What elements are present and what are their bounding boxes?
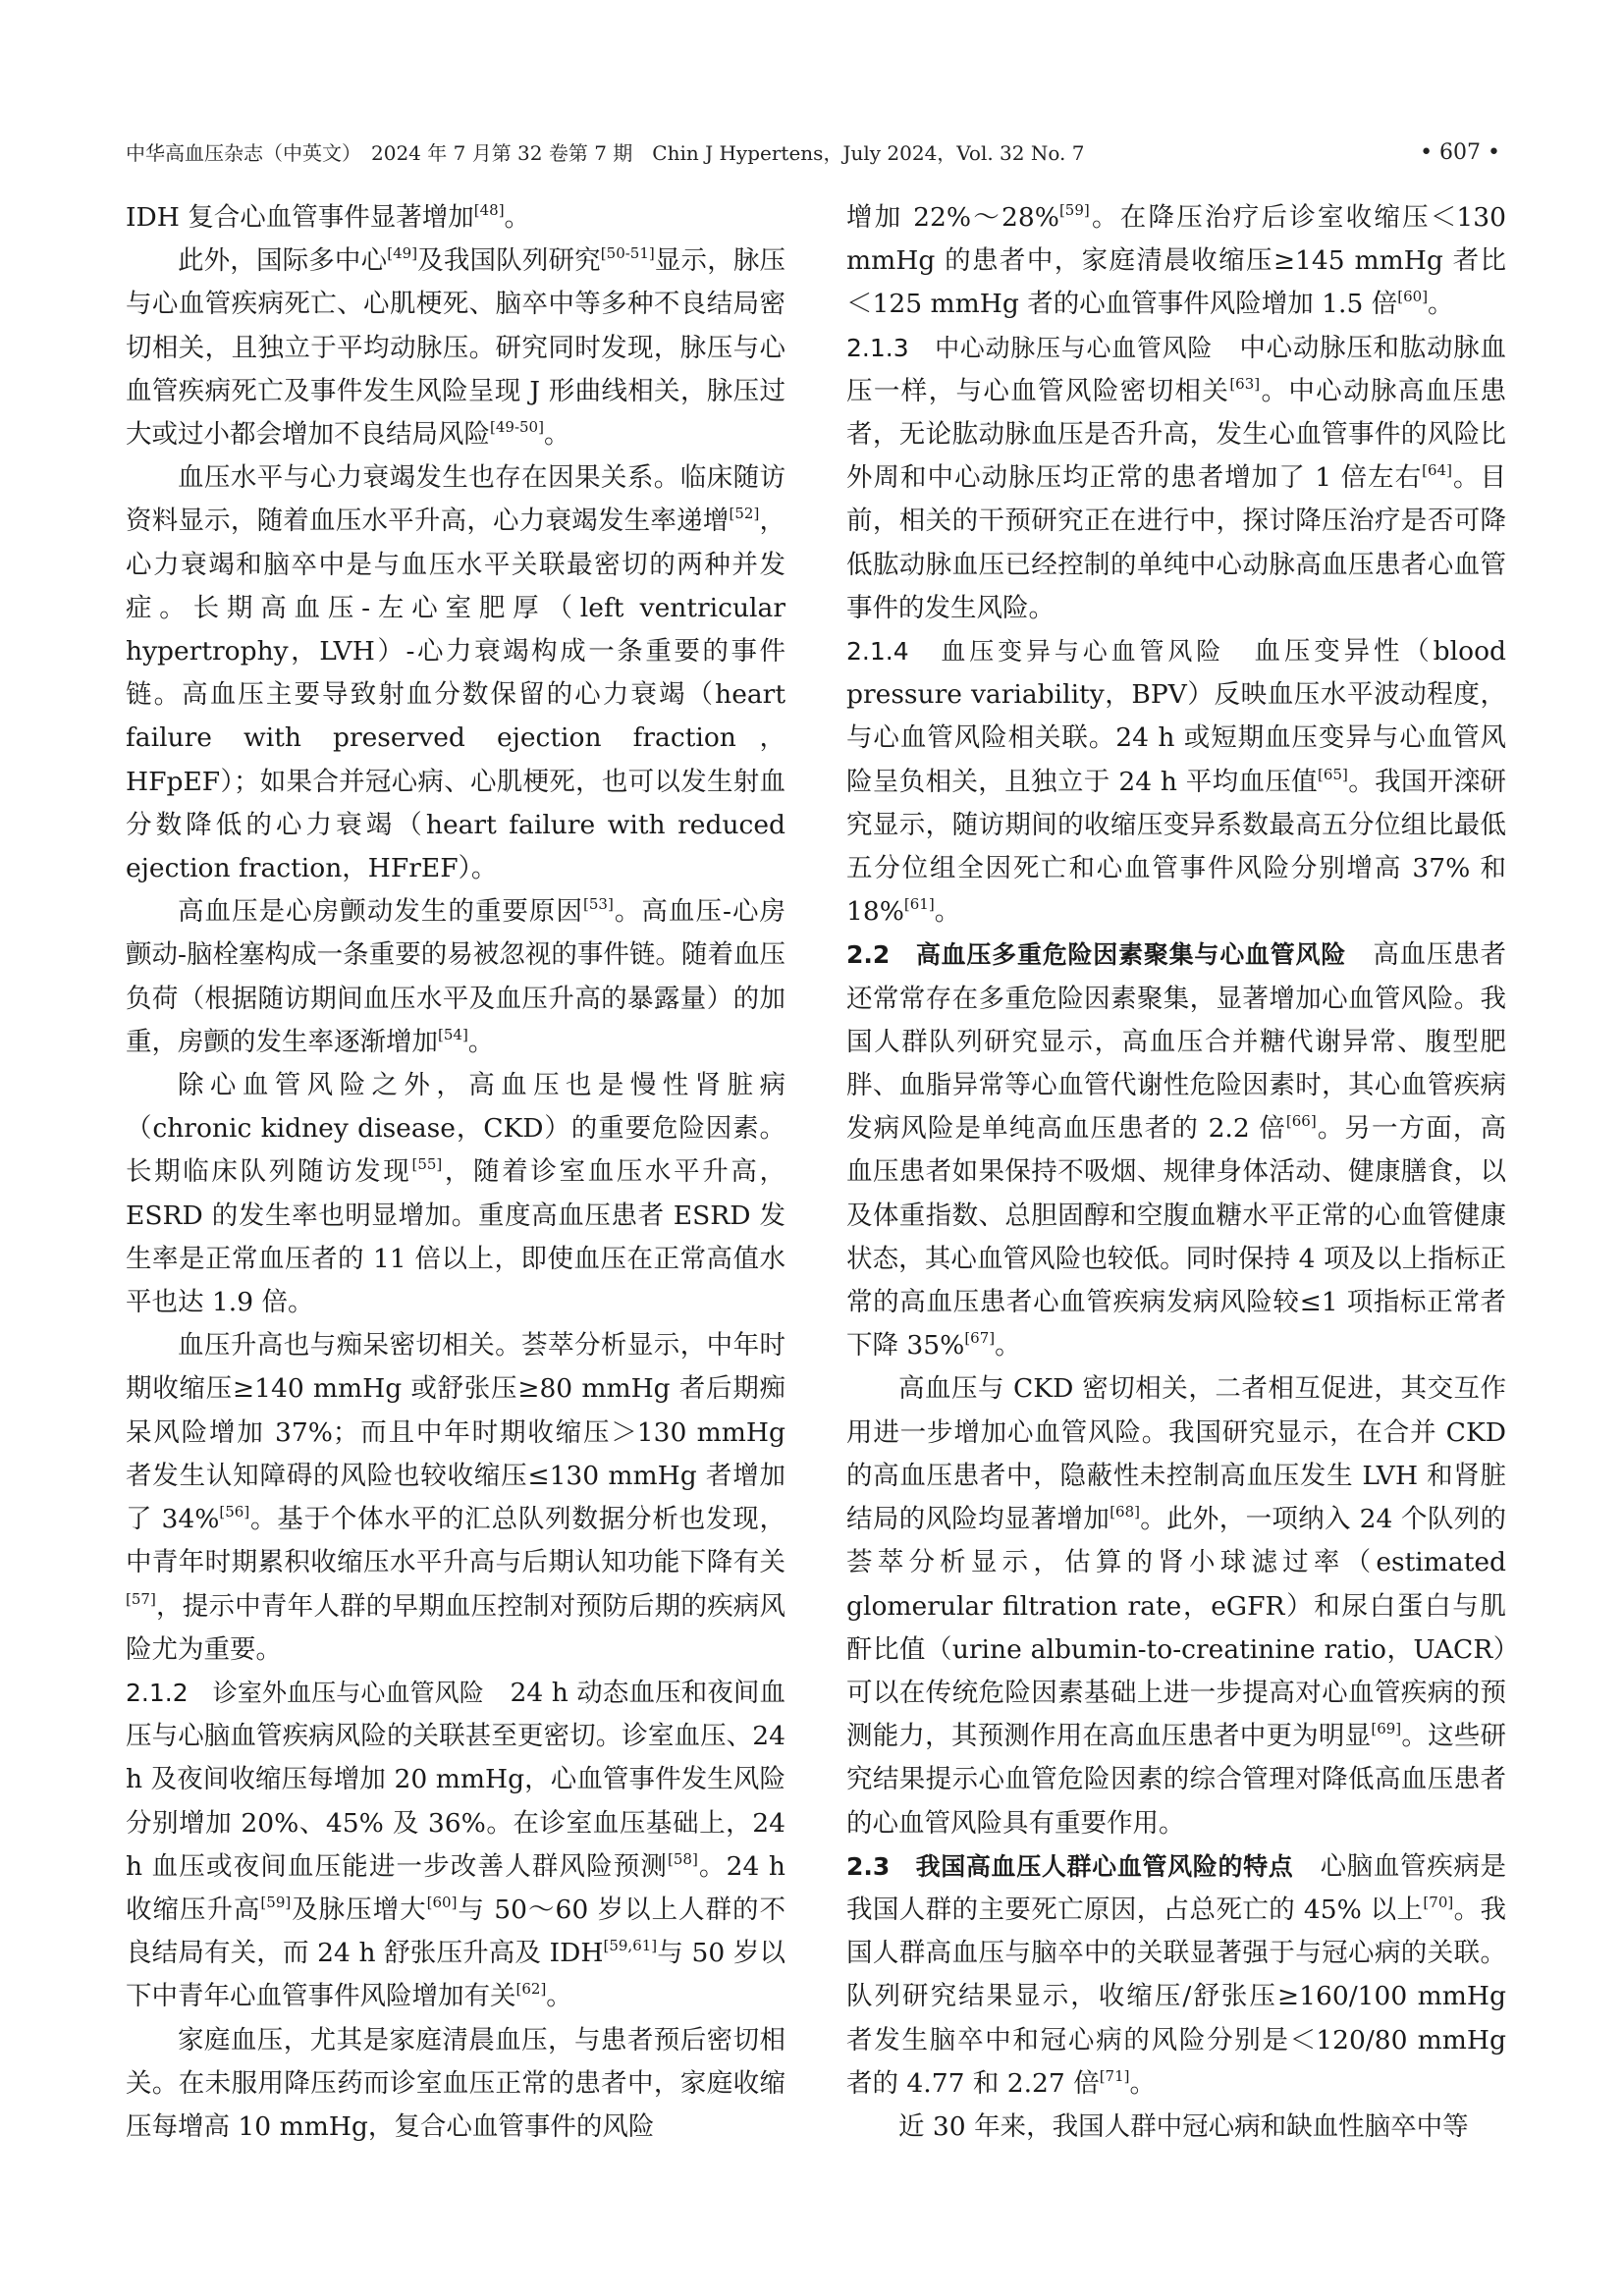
section-heading-2-1-3: 2.1.3 中心动脉压与心血管风险	[846, 333, 1214, 362]
paragraph: 2.3 我国高血压人群心血管风险的特点 心脑血管疾病是我国人群的主要死亡原因，占总死亡的 45% 以上[70]。我国人群高血压与脑卒中的关联显著强于与冠心病的关联。队列研究结果显示，收缩压/舒张压≥160/100 mmHg 者发生脑卒中和冠心病的风险分别是＜120/80 mmHg 者的 4.77 和 2.27 倍[71]。	[846, 1850, 1506, 2099]
citation: [58]	[668, 1849, 698, 1868]
citation: [64]	[1422, 461, 1452, 480]
paragraph: 增加 22%～28%[59]。在降压治疗后诊室收缩压＜130 mmHg 的患者中，家庭清晨收缩压≥145 mmHg 者比＜125 mmHg 者的心血管事件风险增加 1.5 倍[60]。	[846, 201, 1506, 320]
paragraph: 2.2 高血压多重危险因素聚集与心血管风险 高血压患者还常常存在多重危险因素聚集，显著增加心血管风险。我国人群队列研究显示，高血压合并糖代谢异常、腹型肥胖、血脂异常等心血管代谢性危险因素时，其心血管疾病发病风险是单纯高血压患者的 2.2 倍[66]。另一方面，高血压患者如果保持不吸烟、规律身体活动、健康膳食，以及体重指数、总胆固醇和空腹血糖水平正常的心血管健康状态，其心血管风险也较低。同时保持 4 项及以上指标正常的高血压患者心血管疾病发病风险较≤1 项指标正常者下降 35%[67]。	[846, 939, 1506, 1362]
paragraph: 高血压与 CKD 密切相关，二者相互促进，其交互作用进一步增加心血管风险。我国研究显示，在合并 CKD 的高血压患者中，隐蔽性未控制高血压发生 LVH 和肾脏结局的风险均显著增加[68]。此外，一项纳入 24 个队列的荟萃分析显示，估算的肾小球滤过率（estimated glomerular filtration rate，eGFR）和尿白蛋白与肌酐比值（urine albumin-to-creatinine ratio，UACR）可以在传统危险因素基础上进一步提高对心血管疾病的预测能力，其预测作用在高血压患者中更为明显[69]。这些研究结果提示心血管危险因素的综合管理对降低高血压患者的心血管风险具有重要作用。	[846, 1373, 1506, 1839]
citation: [63]	[1229, 374, 1261, 393]
citation: [70]	[1423, 1893, 1454, 1911]
paragraph: 高血压是心房颤动发生的重要原因[53]。高血压-心房颤动-脑栓塞构成一条重要的易被忽视的事件链。随着血压负荷（根据随访期间血压水平及血压升高的暴露量）的加重，房颤的发生率逐渐增加[54]。	[126, 895, 785, 1057]
citation: [62]	[515, 1980, 547, 1999]
citation: [69]	[1371, 1720, 1402, 1738]
citation: [49-50]	[490, 418, 544, 437]
left-column	[126, 196, 785, 2199]
citation: [67]	[964, 1329, 996, 1348]
paragraph: 2.1.2 诊室外血压与心血管风险 24 h 动态血压和夜间血压与心脑血管疾病风险的关联甚至更密切。诊室血压、24 h 及夜间收缩压每增加 20 mmHg，心血管事件发生风险分别增加 20%、45% 及 36%。在诊室血压基础上，24 h 血压或夜间血压能进一步改善人群风险预测[58]。24 h 收缩压升高[59]及脉压增大[60]与 50～60 岁以上人群的不良结局有关，而 24 h 舒张压升高及 IDH[59,61]与 50 岁以下中青年心血管事件风险增加有关[62]。	[126, 1677, 785, 2012]
page-number: • 607 •	[1420, 140, 1500, 165]
citation: [59,61]	[603, 1937, 658, 1955]
citation: [53]	[583, 895, 614, 914]
right-column	[846, 196, 1506, 2199]
citation: [61]	[903, 895, 935, 914]
paragraph: 血压水平与心力衰竭发生也存在因果关系。临床随访资料显示，随着血压水平升高，心力衰竭发生率递增[52]，心力衰竭和脑卒中是与血压水平关联最密切的两种并发症。长期高血压-左心室肥厚（left ventricular hypertrophy，LVH）-心力衰竭构成一条重要的事件链。高血压主要导致射血分数保留的心力衰竭（heart failure with preserved ejection fraction，HFpEF）；如果合并冠心病、心肌梗死，也可以发生射血分数降低的心力衰竭（heart failure with reduced ejection fraction，HFrEF）。	[126, 462, 785, 884]
paragraph: 除心血管风险之外，高血压也是慢性肾脏病（chronic kidney disease，CKD）的重要危险因素。长期临床队列随访发现[55]，随着诊室血压水平升高，ESRD 的发生率也明显增加。重度高血压患者 ESRD 发生率是正常血压者的 11 倍以上，即使血压在正常高值水平也达 1.9 倍。	[126, 1070, 785, 1318]
citation: [55]	[411, 1155, 443, 1174]
section-heading-2-3: 2.3 我国高血压人群心血管风险的特点	[846, 1851, 1294, 1881]
citation: [50-51]	[600, 244, 655, 263]
citation: [49]	[387, 244, 418, 263]
citation: [71]	[1099, 2066, 1130, 2085]
section-heading-2-1-4: 2.1.4 血压变异与心血管风险	[846, 637, 1225, 667]
citation: [66]	[1285, 1112, 1317, 1131]
citation: [54]	[438, 1025, 468, 1043]
citation: [56]	[219, 1503, 250, 1522]
running-header	[126, 135, 1500, 171]
citation: [59]	[1058, 201, 1090, 219]
citation: [57]	[126, 1589, 156, 1608]
paragraph: 2.1.4 血压变异与心血管风险 血压变异性（blood pressure variability，BPV）反映血压水平波动程度，与心血管风险相关联。24 h 或短期血压变异与心血管风险呈负相关，且独立于 24 h 平均血压值[65]。我国开滦研究显示，随访期间的收缩压变异系数最高五分位组比最低五分位组全因死亡和心血管事件风险分别增高 37% 和 18%[61]。	[846, 636, 1506, 928]
paragraph: 家庭血压，尤其是家庭清晨血压，与患者预后密切相关。在未服用降压药而诊室血压正常的患者中，家庭收缩压每增高 10 mmHg，复合心血管事件的风险	[126, 2024, 785, 2142]
paragraph: 近 30 年来，我国人群中冠心病和缺血性脑卒中等	[898, 2110, 1469, 2142]
citation: [59]	[260, 1893, 292, 1911]
citation: [60]	[1397, 288, 1429, 306]
paragraph: IDH 复合心血管事件显著增加[48]。	[126, 201, 531, 233]
section-heading-2-1-2: 2.1.2 诊室外血压与心血管风险	[126, 1678, 484, 1707]
paragraph: 此外，国际多中心[49]及我国队列研究[50-51]显示，脉压与心血管疾病死亡、心肌梗死、脑卒中等多种不良结局密切相关，且独立于平均动脉压。研究同时发现，脉压与心血管疾病死亡及事件发生风险呈现 J 形曲线相关，脉压过大或过小都会增加不良结局风险[49-50]。	[126, 244, 785, 451]
journal-citation: 中华高血压杂志（中英文） 2024 年 7 月第 32 卷第 7 期 Chin J Hypertens，July 2024，Vol. 32 No. 7	[126, 141, 1085, 165]
citation: [52]	[729, 505, 760, 523]
section-heading-2-2: 2.2 高血压多重危险因素聚集与心血管风险	[846, 940, 1347, 970]
paragraph: 2.1.3 中心动脉压与心血管风险 中心动脉压和肱动脉血压一样，与心血管风险密切相关[63]。中心动脉高血压患者，无论肱动脉血压是否升高，发生心血管事件的风险比外周和中心动脉压均正常的患者增加了 1 倍左右[64]。目前，相关的干预研究正在进行中，探讨降压治疗是否可降低肱动脉血压已经控制的单纯中心动脉高血压患者心血管事件的发生风险。	[846, 332, 1506, 623]
citation: [48]	[473, 201, 505, 219]
paragraph: 血压升高也与痴呆密切相关。荟萃分析显示，中年时期收缩压≥140 mmHg 或舒张压≥80 mmHg 者后期痴呆风险增加 37%；而且中年时期收缩压＞130 mmHg 者发生认知障碍的风险也较收缩压≤130 mmHg 者增加了 34%[56]。基于个体水平的汇总队列数据分析也发现，中青年时期累积收缩压水平升高与后期认知功能下降有关[57]，提示中青年人群的早期血压控制对预防后期的疾病风险尤为重要。	[126, 1330, 785, 1665]
citation: [60]	[426, 1893, 458, 1911]
citation: [65]	[1318, 765, 1348, 783]
citation: [68]	[1110, 1503, 1140, 1522]
